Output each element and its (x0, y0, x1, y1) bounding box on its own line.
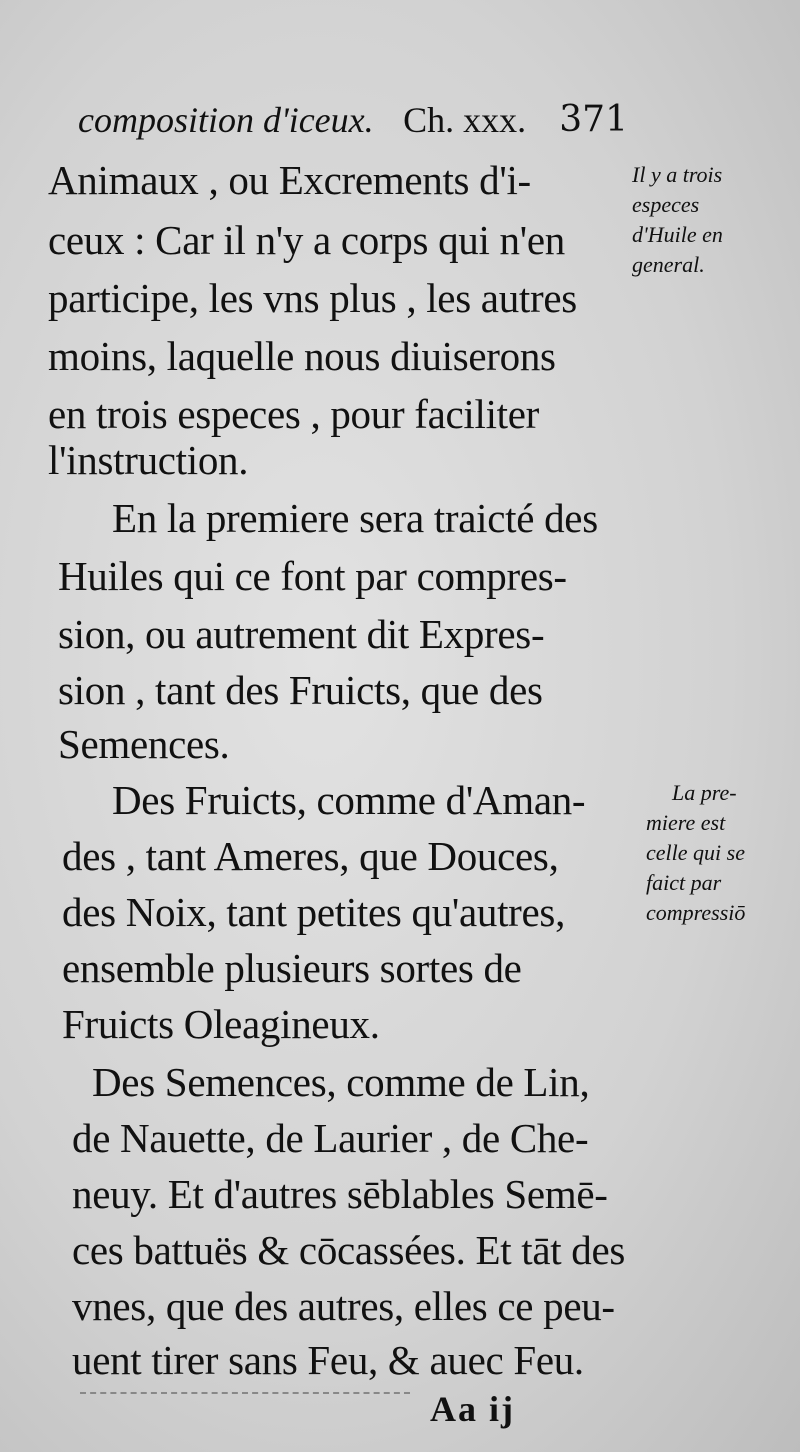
text-line: Semences. (58, 721, 230, 767)
text-line: l'instruction. (48, 437, 249, 483)
text-line: Fruicts Oleagineux. (62, 1001, 380, 1047)
margin-note-line: d'Huile en (632, 222, 723, 247)
text-line: vnes, que des autres, elles ce peu- (72, 1283, 615, 1329)
page-number: 371 (559, 99, 628, 140)
text-line: ces battuës & cōcassées. Et tāt des (72, 1227, 626, 1273)
chapter-number: Ch. xxx. (403, 100, 527, 140)
text-line: sion , tant des Fruicts, que des (58, 667, 543, 713)
text-line: uent tirer sans Feu, & auec Feu. (72, 1337, 584, 1383)
text-line: en trois especes , pour faciliter (48, 391, 540, 437)
text-line: moins, laquelle nous diuiserons (48, 333, 556, 379)
text-line: des Noix, tant petites qu'autres, (62, 889, 566, 935)
margin-note-line: La pre- (672, 780, 737, 805)
running-title: composition d'iceux. (78, 100, 374, 140)
text-line: neuy. Et d'autres sēblables Semē- (72, 1171, 608, 1217)
margin-note-line: miere est (646, 810, 726, 835)
text-line: En la premiere sera traicté des (112, 495, 598, 541)
margin-note (646, 778, 800, 928)
text-line: ceux : Car il n'y a corps qui n'en (48, 217, 565, 263)
margin-note-line: compressiō (646, 900, 746, 925)
text-line: Huiles qui ce font par compres- (58, 553, 567, 599)
text-line: des , tant Ameres, que Douces, (62, 833, 559, 879)
margin-note-line: Il y a trois (632, 162, 723, 187)
bottom-rule (80, 1392, 410, 1394)
signature-mark: Aa ij (430, 1389, 515, 1429)
margin-note-line: general. (632, 252, 705, 277)
text-line: Animaux , ou Excrements d'i- (48, 157, 531, 203)
text-line: sion, ou autrement dit Expres- (58, 611, 545, 657)
text-line: Des Fruicts, comme d'Aman- (112, 777, 586, 823)
margin-note-line: especes (632, 192, 700, 217)
text-line: Des Semences, comme de Lin, (92, 1059, 590, 1105)
text-line: participe, les vns plus , les autres (48, 275, 577, 321)
margin-note-line: faict par (646, 870, 722, 895)
margin-note (632, 160, 792, 280)
margin-note-line: celle qui se (646, 840, 745, 865)
text-line: ensemble plusieurs sortes de (62, 945, 522, 991)
page-header (78, 96, 638, 145)
text-line: de Nauette, de Laurier , de Che- (72, 1115, 589, 1161)
